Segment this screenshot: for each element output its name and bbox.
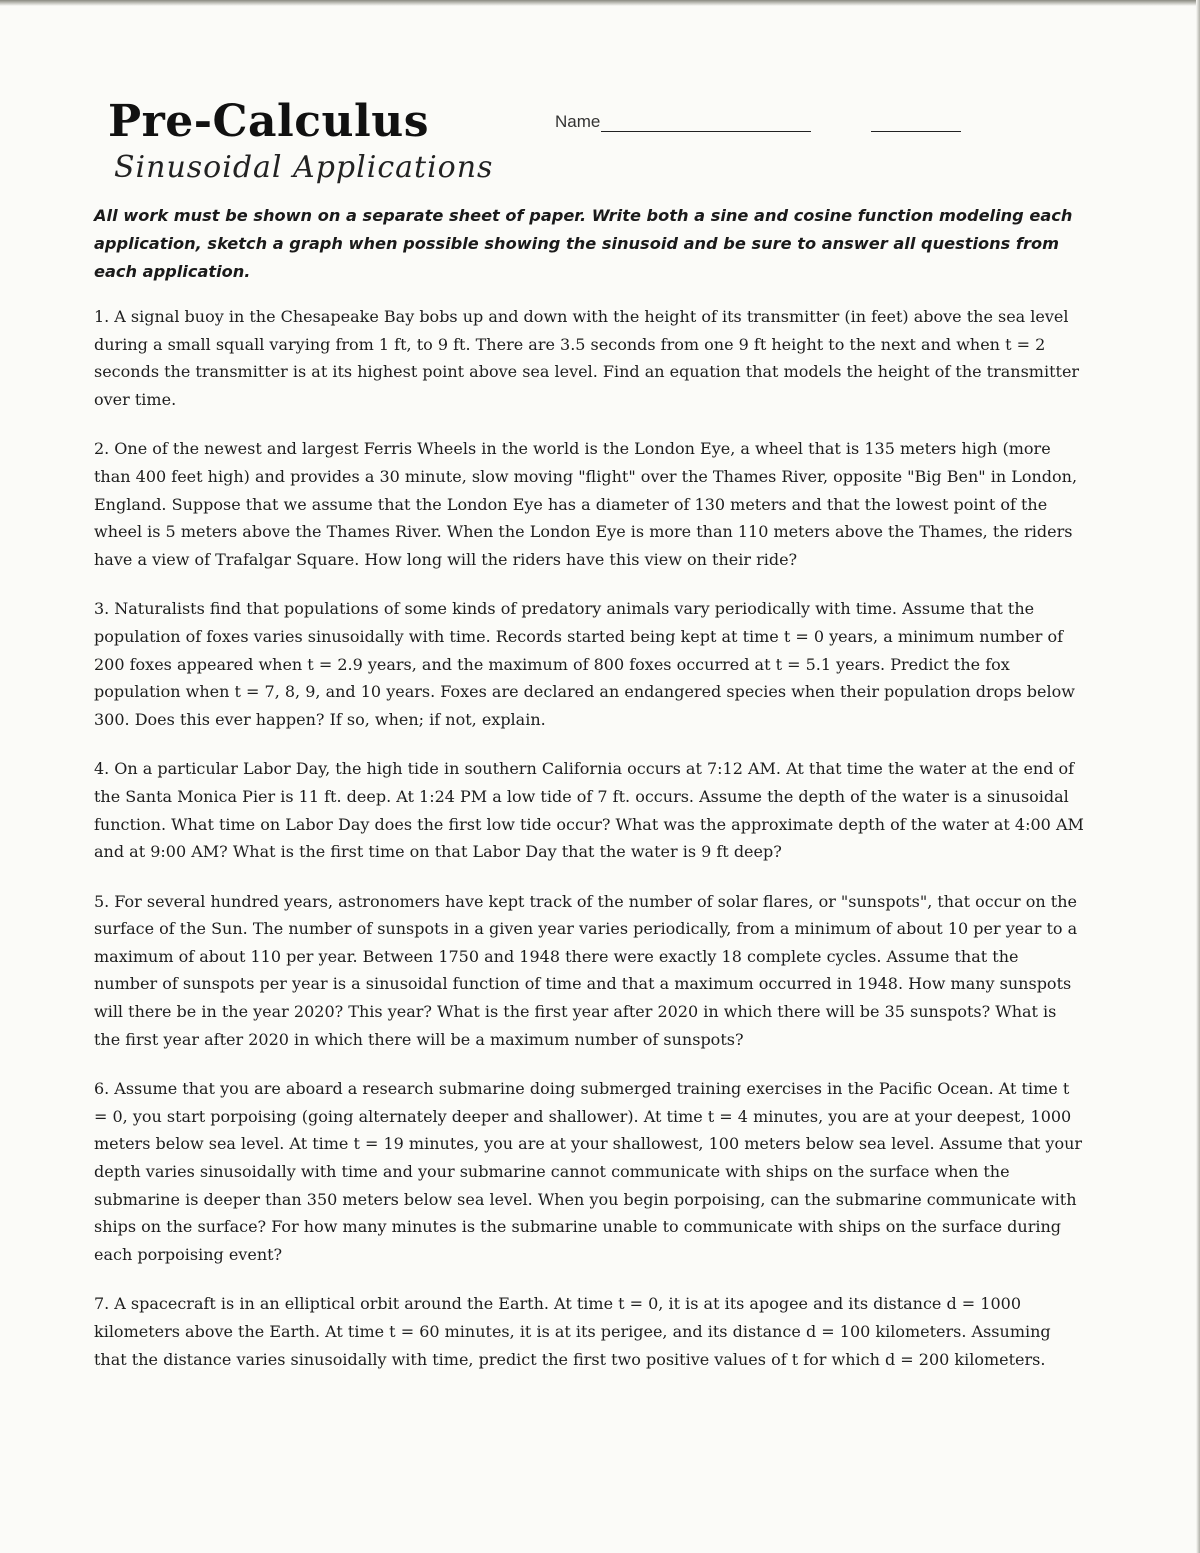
problem-7 (94, 1290, 1086, 1373)
problem-list (94, 303, 1086, 1395)
name-field[interactable] (555, 112, 961, 132)
problem-text: A spacecraft is in an elliptical orbit around the Earth. At time t = 0, it is at its apogee and its distance d = 1000 kilometers above the Earth. At time t = 60 minutes, it is at its perigee, and its distance d = 100 kilometers. Assuming that the distance varies sinusoidally with time, predict the first two positive values of t for which d = 200 kilometers. (94, 1294, 1051, 1369)
problem-2 (94, 435, 1086, 573)
scan-top-edge (0, 0, 1200, 6)
problem-number: 7. (94, 1294, 110, 1314)
problem-5 (94, 888, 1086, 1054)
problem-number: 6. (94, 1079, 110, 1099)
problem-text: A signal buoy in the Chesapeake Bay bobs up and down with the height of its transmitter (in feet) above the sea level during a small squall varying from 1 ft, to 9 ft. There are 3.5 seconds from one 9 ft height to the next and when t = 2 seconds the transmitter is at its highest point above sea level. Find an equation that models the height of the transmitter over time. (94, 307, 1080, 409)
problem-text: Naturalists find that populations of some kinds of predatory animals vary periodically with time. Assume that the population of foxes varies sinusoidally with time. Records started being kept at time t = 0 years, a minimum number of 200 foxes appeared when t = 2.9 years, and the maximum of 800 foxes occurred at t = 5.1 years. Predict the fox population when t = 7, 8, 9, and 10 years. Foxes are declared an endangered species when their population drops below 300. Does this ever happen? If so, when; if not, explain. (94, 599, 1075, 729)
problem-6 (94, 1075, 1086, 1268)
problem-number: 4. (94, 759, 110, 779)
problem-number: 1. (94, 307, 110, 326)
problem-text: One of the newest and largest Ferris Wheels in the world is the London Eye, a wheel that is 135 meters high (more than 400 feet high) and provides a 30 minute, slow moving "flight" over the Thames River, opposite "Big Ben" in London, England. Suppose that we assume that the London Eye has a diameter of 130 meters and that the lowest point of the wheel is 5 meters above the Thames River. When the London Eye is more than 110 meters above the Thames, the riders have a view of Trafalgar Square. How long will the riders have this view on their ride? (94, 439, 1078, 569)
problem-number: 5. (94, 891, 110, 911)
problem-text: On a particular Labor Day, the high tide in southern California occurs at 7:12 AM. At that time the water at the end of the Santa Monica Pier is 11 ft. deep. At 1:24 PM a low tide of 7 ft. occurs. Assume the depth of the water is a sinusoidal function. What time on Labor Day does the first low tide occur? What was the approximate depth of the water at 4:00 AM and at 9:00 AM? What is the first time on that Labor Day that the water is 9 ft deep? (94, 759, 1084, 862)
problem-3 (94, 595, 1086, 733)
problem-text: For several hundred years, astronomers have kept track of the number of solar flares, or "sunspots", that occur on the surface of the Sun. The number of sunspots in a given year varies periodically, from a minimum of about 10 per year to a maximum of about 110 per year. Between 1750 and 1948 there were exactly 18 complete cycles. Assume that the number of sunspots per year is a sinusoidal function of time and that a maximum occurred in 1948. How many sunspots will there be in the year 2020? This year? What is the first year after 2020 in which there will be 35 sunspots? What is the first year after 2020 in which there will be a maximum number of sunspots? (94, 891, 1078, 1049)
problem-number: 3. (94, 599, 110, 619)
problem-1 (94, 303, 1086, 413)
worksheet-header (108, 96, 1008, 196)
problem-4 (94, 755, 1086, 865)
course-title: Pre-Calculus (108, 96, 430, 147)
problem-text: Assume that you are aboard a research submarine doing submerged training exercises in the Pacific Ocean. At time t = 0, you start porpoising (going alternately deeper and shallower). At time t = 4 minutes, you are at your deepest, 1000 meters below sea level. At time t = 19 minutes, you are at your shallowest, 100 meters below sea level. Assume that your depth varies sinusoidally with time and your submarine cannot communicate with ships on the surface when the submarine is deeper than 350 meters below sea level. When you begin porpoising, can the submarine communicate with ships on the surface? For how many minutes is the submarine unable to communicate with ships on the surface during each porpoising event? (94, 1079, 1083, 1264)
name-blank-line[interactable] (601, 114, 811, 132)
scan-right-edge (1196, 0, 1200, 1553)
instructions: All work must be shown on a separate sheet of paper. Write both a sine and cosine function modeling each application, sketch a graph when possible showing the sinusoid and be sure to answer all questions from each application. (94, 206, 1073, 281)
worksheet-subtitle: Sinusoidal Applications (114, 150, 494, 185)
name-label: Name (555, 112, 601, 131)
problem-number: 2. (94, 439, 110, 459)
name-blank-line-2[interactable] (871, 114, 961, 132)
